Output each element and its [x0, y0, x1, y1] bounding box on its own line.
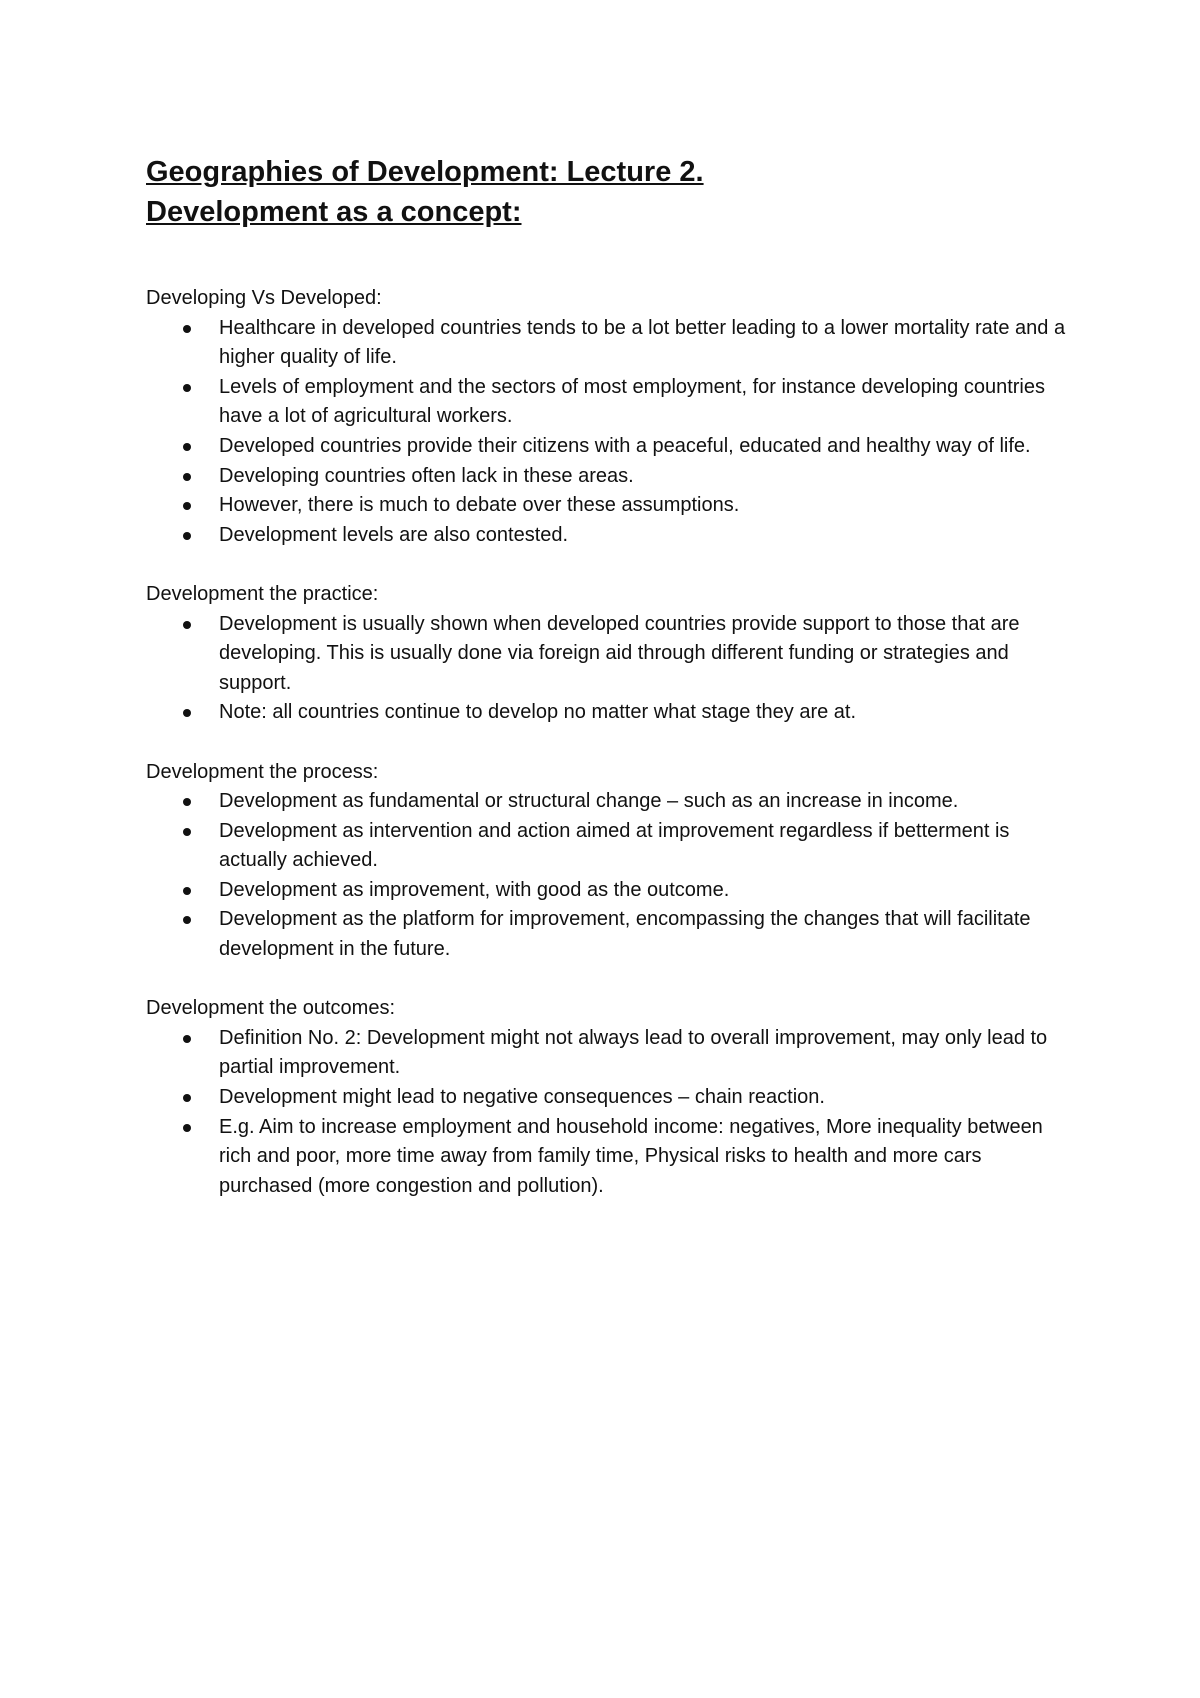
list-item [146, 373, 1076, 432]
bullet-icon [183, 532, 191, 540]
list-item-text: Note: all countries continue to develop no matter what stage they are at. [219, 701, 857, 724]
list-item-text: Levels of employment and the sectors of most employment, for instance developing countries have a lot of agricultural workers. [219, 375, 1045, 428]
list-item-text: Development levels are also contested. [219, 523, 569, 546]
bullet-icon [183, 443, 191, 451]
list-item [146, 905, 1076, 964]
section-heading: Development the process: [146, 760, 379, 783]
list-item-text: Development as fundamental or structural change – such as an increase in income. [219, 790, 959, 813]
bullet-icon [183, 1094, 191, 1102]
bullet-icon [183, 798, 191, 806]
list-item-text: E.g. Aim to increase employment and household income: negatives, More inequality between rich and poor, more time away from family time, Physical risks to health and more cars purchased (more congestion and pollution). [219, 1115, 1043, 1197]
section-development-outcomes [146, 994, 1076, 1201]
section-developing-vs-developed [146, 284, 1076, 550]
list-item-text: Developing countries often lack in these areas. [219, 464, 634, 487]
list-item [146, 1024, 1076, 1083]
list-item [146, 817, 1076, 876]
list-item [146, 787, 1076, 817]
bullet-icon [183, 473, 191, 481]
list-item [146, 698, 1076, 728]
list-item-text: Healthcare in developed countries tends to be a lot better leading to a lower mortality rate and a higher quality of life. [219, 316, 1066, 369]
list-item [146, 610, 1076, 699]
list-item [146, 491, 1076, 521]
section-development-practice [146, 580, 1076, 728]
list-item-text: Development as improvement, with good as the outcome. [219, 878, 730, 901]
document-body [146, 152, 1076, 1201]
list-item [146, 462, 1076, 492]
list-item-text: Development might lead to negative consequences – chain reaction. [219, 1086, 825, 1109]
list-item-text: However, there is much to debate over these assumptions. [219, 494, 740, 517]
spacer [146, 550, 1076, 580]
bullet-icon [183, 325, 191, 333]
spacer [146, 728, 1076, 758]
list-item-text: Development as the platform for improvement, encompassing the changes that will facilitate development in the future. [219, 908, 1031, 961]
list-item [146, 876, 1076, 906]
section-heading: Developing Vs Developed: [146, 287, 382, 309]
bullet-list [146, 1024, 1076, 1202]
document-subtitle: Development as a concept: [146, 196, 522, 228]
list-item [146, 1113, 1076, 1202]
bullet-icon [183, 709, 191, 717]
list-item-text: Developed countries provide their citizens with a peaceful, educated and healthy way of life. [219, 434, 1031, 457]
section-heading: Development the outcomes: [146, 997, 396, 1020]
list-item-text: Development as intervention and action aimed at improvement regardless if betterment is actually achieved. [219, 819, 1010, 872]
bullet-icon [183, 502, 191, 510]
bullet-list [146, 610, 1076, 728]
bullet-icon [183, 887, 191, 895]
list-item [146, 314, 1076, 373]
bullet-icon [183, 621, 191, 629]
list-item-text: Definition No. 2: Development might not always lead to overall improvement, may only lead to partial improvement. [219, 1026, 1048, 1079]
list-item [146, 1083, 1076, 1113]
spacer [146, 232, 1076, 284]
list-item-text: Development is usually shown when developed countries provide support to those that are developing. This is usually done via foreign aid through different funding or strategies and support. [219, 612, 1020, 694]
document-title: Geographies of Development: Lecture 2. [146, 156, 704, 188]
bullet-icon [183, 828, 191, 836]
bullet-icon [183, 1035, 191, 1043]
list-item [146, 521, 1076, 551]
bullet-icon [183, 1124, 191, 1132]
spacer [146, 965, 1076, 995]
bullet-icon [183, 916, 191, 924]
section-development-process [146, 758, 1076, 965]
section-heading: Development the practice: [146, 582, 379, 605]
list-item [146, 432, 1076, 462]
bullet-list [146, 787, 1076, 965]
bullet-icon [183, 384, 191, 392]
bullet-list [146, 314, 1076, 551]
